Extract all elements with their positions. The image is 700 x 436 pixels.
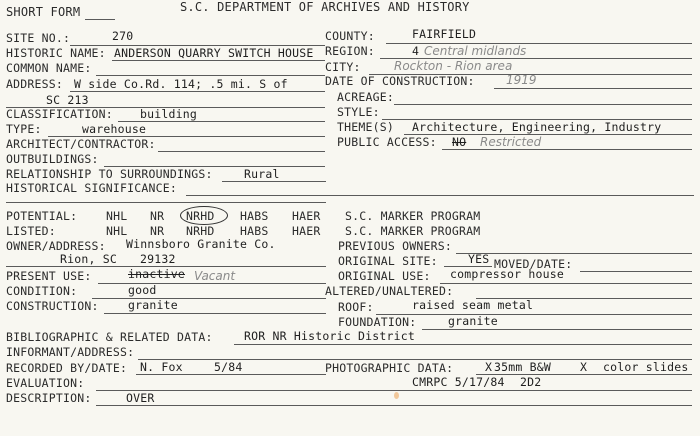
potential-habs: HABS (240, 209, 269, 223)
classification-line (118, 121, 325, 122)
county-label: COUNTY: (325, 29, 375, 43)
informant-label: INFORMANT/ADDRESS: (6, 345, 135, 359)
photo-x2: X (580, 360, 588, 374)
recorded-line (136, 374, 326, 375)
description-label: DESCRIPTION: (6, 391, 92, 405)
present-use-struck: inactive (128, 267, 185, 281)
listed-marker: S.C. MARKER PROGRAM (345, 224, 481, 238)
previous-owners-label: PREVIOUS OWNERS: (338, 239, 452, 253)
present-use-label: PRESENT USE: (6, 269, 92, 283)
acreage-line (394, 104, 692, 105)
construction-line (104, 313, 326, 314)
photo-color: color slides (603, 360, 689, 374)
present-use-handwriting: Vacant (194, 269, 236, 283)
significance-label: HISTORICAL SIGNIFICANCE: (6, 181, 177, 195)
date-construction-handwriting: 1919 (506, 73, 537, 87)
roof-label: ROOF: (338, 300, 374, 314)
potential-nrhd: NRHD (186, 209, 215, 223)
photo-label: PHOTOGRAPHIC DATA: (325, 361, 454, 375)
significance-line (186, 195, 694, 196)
listed-haer: HAER (292, 224, 321, 238)
moved-date-label: MOVED/DATE: (494, 257, 573, 271)
owner-zip: 29132 (140, 252, 176, 266)
theme-label: THEME(S) (337, 120, 394, 134)
evaluation-line (96, 390, 692, 391)
potential-haer: HAER (292, 209, 321, 223)
common-name-label: COMMON NAME: (6, 61, 92, 75)
public-access-handwriting: Restricted (480, 135, 542, 149)
classification-label: CLASSIFICATION: (6, 107, 113, 121)
outbuildings-label: OUTBUILDINGS: (6, 152, 99, 166)
photo-x1: X (485, 360, 493, 374)
relationship-value: Rural (244, 167, 280, 181)
owner-name: Winnsboro Granite Co. (126, 237, 276, 251)
listed-nhl: NHL (106, 224, 128, 238)
architect-line (158, 151, 325, 152)
listed-habs: HABS (240, 224, 269, 238)
date-construction-label: DATE OF CONSTRUCTION: (325, 74, 475, 88)
city-handwriting: Rockton - Rion area (394, 59, 513, 73)
address-line1: W side Co.Rd. 114; .5 mi. S of (74, 77, 288, 91)
short-form-line (85, 19, 115, 20)
previous-owners-line (456, 253, 692, 254)
listed-label: LISTED: (6, 224, 56, 238)
region-label: REGION: (325, 44, 375, 58)
address-line (70, 91, 325, 92)
original-use-label: ORIGINAL USE: (338, 269, 431, 283)
owner-city: Rion, SC (60, 252, 117, 266)
recorded-label: RECORDED BY/DATE: (6, 361, 128, 375)
historic-name-line (112, 60, 325, 61)
description-line (96, 405, 692, 406)
original-site-label: ORIGINAL SITE: (338, 254, 438, 268)
short-form-label: SHORT FORM (6, 5, 81, 19)
potential-label: POTENTIAL: (6, 209, 78, 223)
theme-line (404, 134, 692, 135)
public-access-line (442, 149, 692, 150)
listed-nrhd: NRHD (186, 224, 215, 238)
potential-marker: S.C. MARKER PROGRAM (345, 209, 481, 223)
date-construction-line (494, 88, 692, 89)
potential-nr: NR (150, 209, 165, 223)
relationship-line (222, 181, 326, 182)
designation-divider (6, 202, 326, 203)
historic-name-value: ANDERSON QUARRY SWITCH HOUSE (114, 46, 314, 60)
cmrpc-code: 2D2 (520, 375, 542, 389)
condition-value: good (128, 283, 157, 297)
owner-label: OWNER/ADDRESS: (6, 239, 106, 253)
original-use-value: compressor house (450, 267, 564, 281)
roof-value: raised seam metal (412, 298, 534, 312)
description-value: OVER (126, 391, 155, 405)
biblio-label: BIBLIOGRAPHIC & RELATED DATA: (6, 330, 213, 344)
original-use-line (440, 283, 692, 284)
type-label: TYPE: (6, 122, 42, 136)
original-site-value: YES (468, 252, 490, 266)
cmrpc-value: CMRPC 5/17/84 (412, 375, 505, 389)
relationship-label: RELATIONSHIP TO SURROUNDINGS: (6, 167, 213, 181)
region-number: 4 (412, 44, 420, 58)
paper-stain (394, 392, 399, 399)
construction-value: granite (128, 298, 178, 312)
public-access-struck: NO (452, 135, 467, 149)
condition-label: CONDITION: (6, 284, 78, 298)
site-no-label: SITE NO.: (6, 31, 71, 45)
style-label: STYLE: (337, 105, 380, 119)
foundation-line (422, 329, 692, 330)
region-handwriting: Central midlands (424, 44, 527, 58)
recorded-by: N. Fox (140, 360, 183, 374)
address-line2: SC 213 (46, 93, 89, 107)
county-value: FAIRFIELD (412, 27, 477, 41)
theme-value: Architecture, Engineering, Industry (412, 120, 662, 134)
recorded-date: 5/84 (214, 360, 243, 374)
biblio-value: ROR NR Historic District (244, 329, 415, 343)
potential-nhl: NHL (106, 209, 128, 223)
site-no-value: 270 (112, 29, 134, 43)
agency-title: S.C. DEPARTMENT OF ARCHIVES AND HISTORY (180, 0, 470, 14)
roof-line (376, 314, 692, 315)
altered-label: ALTERED/UNALTERED: (325, 284, 454, 298)
historic-name-label: HISTORIC NAME: (6, 46, 106, 60)
photo-35mm: 35mm B&W (494, 360, 551, 374)
type-value: warehouse (82, 122, 147, 136)
evaluation-label: EVALUATION: (6, 376, 85, 390)
classification-value: building (140, 107, 197, 121)
architect-label: ARCHITECT/CONTRACTOR: (6, 137, 156, 151)
common-name-line (96, 75, 325, 76)
city-label: CITY: (325, 60, 361, 74)
foundation-value: granite (448, 314, 498, 328)
nrhd-circle (180, 206, 228, 225)
acreage-label: ACREAGE: (337, 90, 394, 104)
public-access-label: PUBLIC ACCESS: (337, 135, 437, 149)
listed-nr: NR (150, 224, 165, 238)
photo-line (476, 374, 692, 375)
moved-date-line (580, 271, 692, 272)
biblio-line (234, 344, 692, 345)
construction-label: CONSTRUCTION: (6, 299, 99, 313)
foundation-label: FOUNDATION: (338, 315, 417, 329)
address-label: ADDRESS: (6, 77, 63, 91)
